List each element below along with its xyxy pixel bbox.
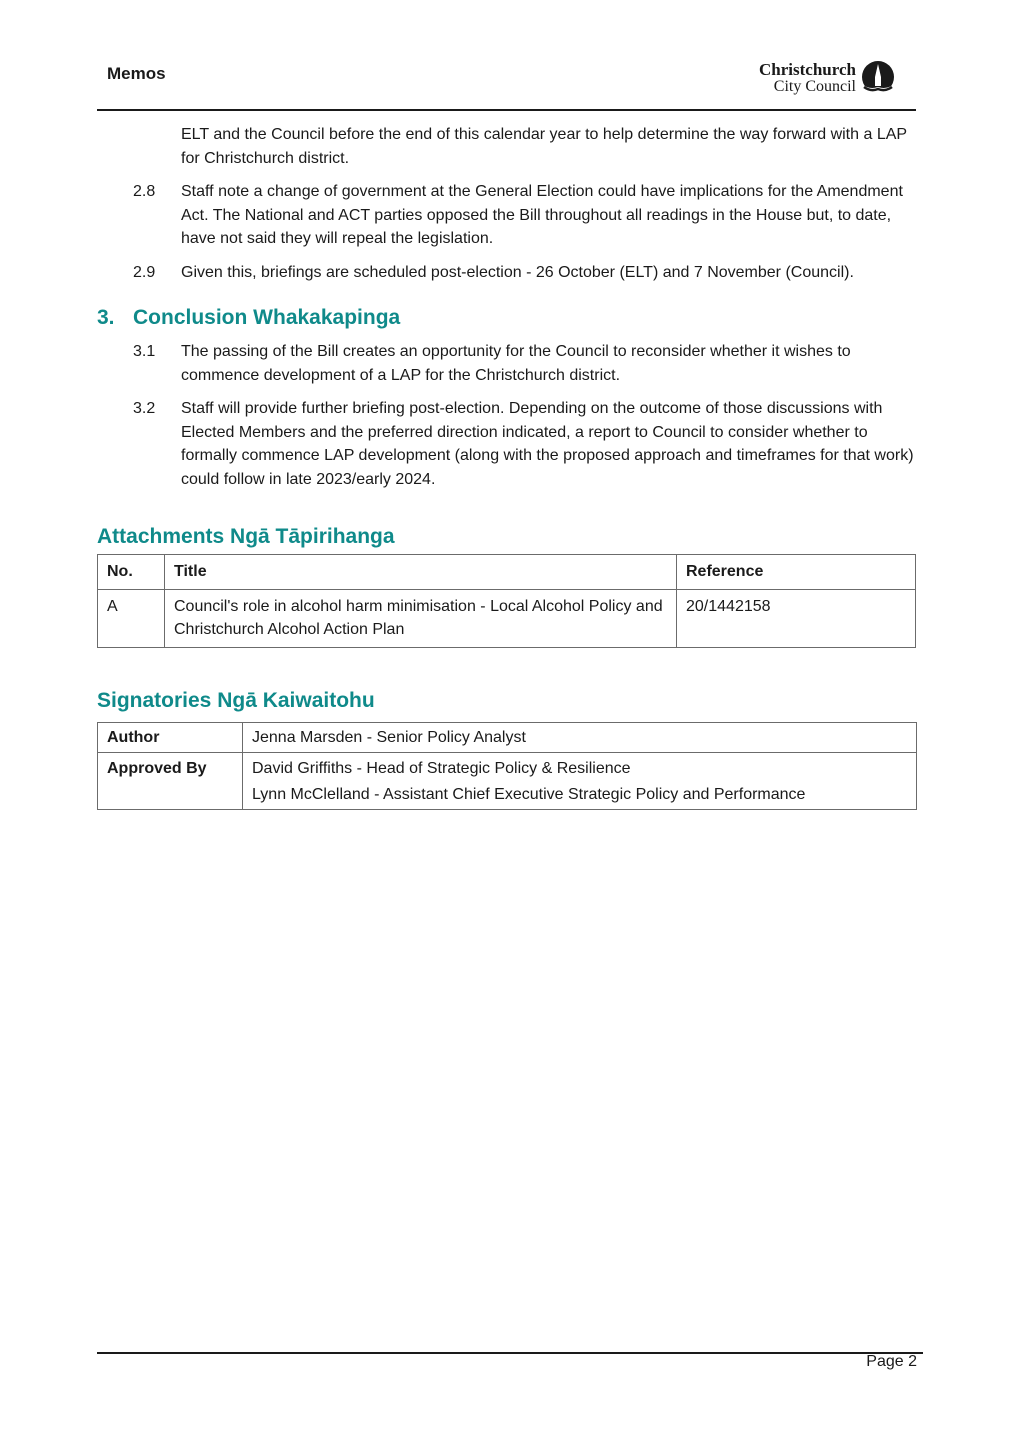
column-header-no: No.: [98, 555, 165, 590]
paragraph-2-9: [133, 261, 933, 285]
attachments-heading: Attachments Ngā Tāpirihanga: [97, 525, 395, 548]
council-logo: [759, 60, 896, 96]
approver-1: David Griffiths - Head of Strategic Policy & Resilience: [252, 759, 631, 777]
attachments-table: [97, 554, 916, 648]
author-value: Jenna Marsden - Senior Policy Analyst: [243, 723, 917, 753]
paragraph-text: The passing of the Bill creates an opportunity for the Council to reconsider whether it wishes to commence development of a LAP for the Christchurch district.: [181, 343, 851, 384]
column-header-reference: Reference: [677, 555, 916, 590]
paragraph-text: Staff will provide further briefing post-election. Depending on the outcome of those discussions with Elected Members and the preferred direction indicated, a report to Council to consider whether to formally commence LAP development (along with the proposed approach and timeframes for that work) could follow in late 2023/early 2024.: [181, 400, 914, 489]
logo-line1: Christchurch: [759, 60, 856, 79]
author-label: Author: [98, 723, 243, 753]
approved-label: Approved By: [98, 752, 243, 809]
paragraph-text: Staff note a change of government at the General Election could have implications for the Amendment Act. The National and ACT parties opposed the Bill throughout all readings in the House but, to date, have not said they will repeal the legislation.: [181, 183, 903, 248]
paragraph-3-2: [133, 397, 923, 492]
paragraph-2-8: [133, 180, 923, 251]
page-header: [97, 60, 916, 110]
table-row: [98, 589, 916, 647]
section-heading-conclusion: [97, 306, 400, 330]
paragraph-number: 2.8: [133, 183, 156, 200]
table-row: [98, 723, 917, 753]
approver-2: Lynn McClelland - Assistant Chief Executive Strategic Policy and Performance: [252, 786, 806, 803]
cell-no: A: [98, 589, 165, 647]
logo-line2: City Council: [773, 78, 856, 95]
paragraph-3-1: [133, 340, 923, 387]
continued-paragraph: [133, 123, 923, 170]
paragraph-number: 3.1: [133, 343, 156, 360]
cell-title: Council's role in alcohol harm minimisation - Local Alcohol Policy and Christchurch Alcohol Action Plan: [165, 589, 677, 647]
page-number: Page 2: [866, 1353, 917, 1370]
approved-value: [243, 752, 917, 809]
paragraph-number: 2.9: [133, 264, 156, 281]
cathedral-emblem-icon: [860, 60, 896, 96]
header-divider: [97, 109, 916, 111]
signatories-heading: Signatories Ngā Kaiwaitohu: [97, 689, 375, 712]
section-label: Memos: [107, 64, 166, 83]
footer-divider: [97, 1352, 923, 1354]
table-row: [98, 752, 917, 809]
signatories-table: [97, 722, 917, 810]
section-number: 3.: [97, 306, 115, 329]
cell-reference: 20/1442158: [677, 589, 916, 647]
paragraph-number: 3.2: [133, 400, 156, 417]
table-header-row: [98, 555, 916, 590]
section-title: Conclusion Whakakapinga: [133, 306, 401, 329]
paragraph-text: ELT and the Council before the end of this calendar year to help determine the way forward with a LAP for Christchurch district.: [181, 126, 907, 167]
column-header-title: Title: [165, 555, 677, 590]
paragraph-text: Given this, briefings are scheduled post-election - 26 October (ELT) and 7 November (Council).: [181, 264, 854, 281]
